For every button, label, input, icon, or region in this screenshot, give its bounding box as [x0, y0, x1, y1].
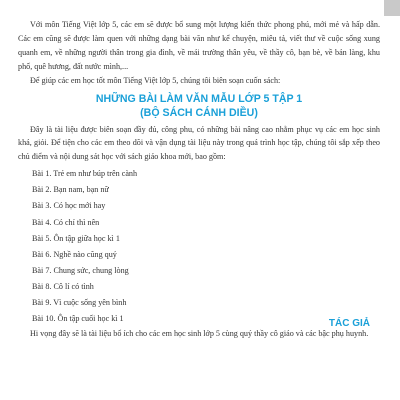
lesson-item: Bài 2. Bạn nam, bạn nữ	[32, 185, 109, 195]
closing-paragraph: Hi vọng đây sẽ là tài liệu bổ ích cho các em học sinh lớp 5 cùng quý thầy cô giáo và các bậc phụ huynh.	[30, 329, 369, 339]
lesson-item: Bài 7. Chung sức, chung lòng	[32, 265, 129, 275]
lesson-item: Bài 4. Có chí thì nên	[32, 217, 100, 227]
intro-paragraph: Với môn Tiếng Việt lớp 5, các em sẽ được bổ sung một lượng kiến thức phong phú, mới mẻ và hấp dẫn. Các em cũng sẽ được làm quen với những dạng bài văn như kể chuyện, miêu tả, viết thư về cuộc sống xung quanh em, về những người thân trong gia đình, về mái trường thân yêu, về thầy cô, bạn bè, về bản làng, khu phố, quê hương, đất nước mình,...	[18, 20, 380, 71]
lesson-item: Bài 9. Vì cuộc sống yên bình	[32, 298, 127, 307]
lesson-item: Bài 1. Trẻ em như búp trên cành	[32, 169, 138, 179]
book-title	[18, 92, 380, 120]
preface-content	[18, 18, 380, 341]
purpose-paragraph: Để giúp các em học tốt môn Tiếng Việt lớp 5, chúng tôi biên soạn cuốn sách:	[30, 75, 281, 85]
author-signature: TÁC GIẢ	[328, 318, 370, 329]
lesson-item: Bài 3. Có học mới hay	[32, 201, 106, 211]
lesson-item: Bài 5. Ôn tập giữa học kì 1	[32, 233, 120, 243]
lesson-item: Bài 10. Ôn tập cuối học kì 1	[32, 314, 124, 324]
lesson-item: Bài 8. Cô lí có tình	[32, 281, 94, 291]
book-title-line2: (BỘ SÁCH CÁNH DIỀU)	[140, 106, 258, 119]
lesson-item: Bài 6. Nghề nào cũng quý	[32, 249, 117, 259]
lesson-list	[18, 166, 380, 327]
description-paragraph: Đây là tài liệu được biên soạn đầy đủ, công phu, có những bài nâng cao nhằm phục vụ các em học sinh khá, giỏi. Để tiện cho các em theo dõi và vận dụng tài liệu này trong quá trình học tập, chúng tôi sắp xếp theo chủ điểm và nội dung sát học với sách giáo khoa mới, bao gồm:	[18, 124, 380, 162]
page-corner-marker	[384, 0, 400, 16]
book-title-line1: NHỮNG BÀI LÀM VĂN MẪU LỚP 5 TẬP 1	[95, 92, 303, 105]
